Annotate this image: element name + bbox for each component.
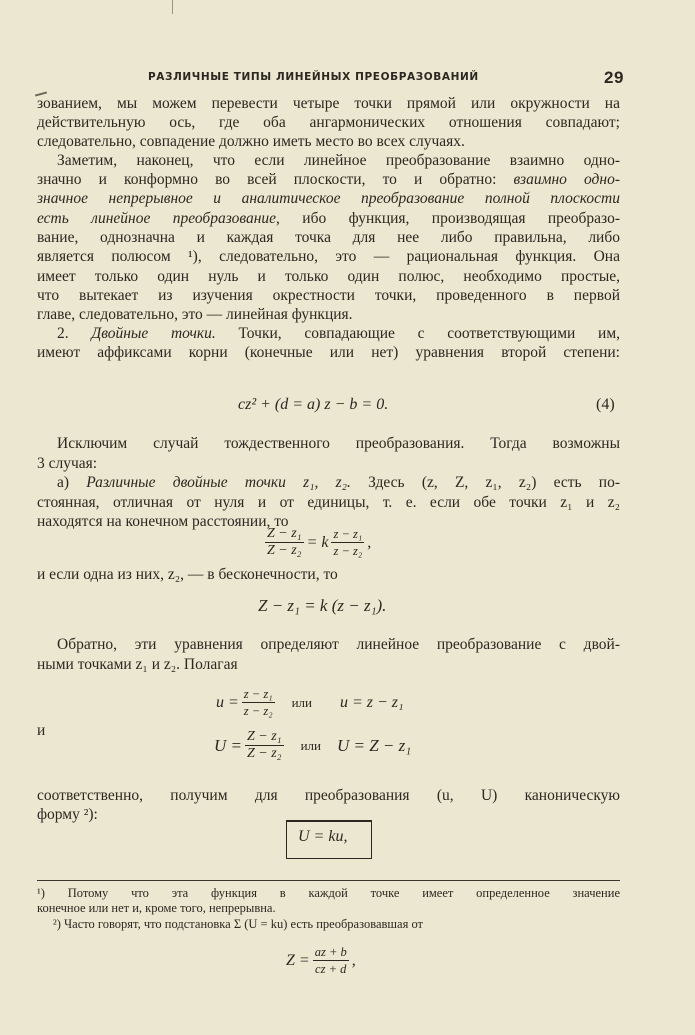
footnote-line: ¹) Потому что эта функция в каждой точке имеет определенное значение	[37, 886, 620, 900]
fraction	[242, 686, 275, 719]
text-segment: стоянная, отличная от нуля и от единицы, т. е. если обе точки z₁ и z₂	[37, 494, 620, 511]
equation-text: Z − z₁ = k (z − z₁).	[258, 596, 387, 615]
text-segment: форму ²):	[37, 806, 98, 823]
text-line	[57, 635, 620, 654]
canonical-form	[298, 828, 347, 846]
text-segment: вание, однозначна и каждая точка для нее либо правильна, либо	[37, 229, 620, 246]
text-segment: находятся на конечном расстоянии, то	[37, 513, 289, 530]
text-segment: имеет только один нуль и только один полюс, необходимо простые,	[37, 268, 620, 285]
numerator: z − z₁	[333, 527, 363, 541]
text-line	[37, 565, 620, 584]
italic-text: Двойные точки.	[91, 325, 216, 342]
equation-u	[216, 686, 404, 719]
numerator: z − z₁	[243, 687, 273, 701]
italic-text: значное непрерывное и аналитическое преобразование полной плоскости	[37, 190, 620, 207]
text-segment: Обратно, эти уравнения определяют линейное преобразование с двой-	[57, 636, 620, 653]
footnote-line: ²) Часто говорят, что подстановка Σ (U = ku) есть преобразовавшая от	[53, 917, 424, 931]
comma: ,	[367, 533, 372, 551]
fraction	[313, 944, 349, 977]
text-line	[37, 655, 620, 674]
text-segment: что вытекает из изучения окрестности точки, проведенного в первой	[37, 287, 620, 304]
text-segment: и если одна из них, z₂, — в бесконечности, то	[37, 566, 338, 583]
text-segment: Исключим случай тождественного преобразования. Тогда возможны	[57, 435, 620, 452]
text-segment: а)	[57, 474, 87, 491]
italic-text: Различные двойные точки z₁, z₂.	[86, 474, 351, 491]
text-line	[57, 434, 620, 453]
equation-cross-ratio	[262, 526, 371, 559]
scan-mark	[172, 0, 173, 14]
text-segment: 3 случая:	[37, 455, 98, 472]
text-segment: главе, следовательно, это — линейная функция.	[37, 306, 353, 323]
or-word: или	[300, 737, 321, 753]
text-line	[37, 267, 620, 286]
text-line	[37, 132, 620, 151]
text-segment: , ибо функция, производящая преобразо-	[276, 210, 620, 227]
text-line	[37, 286, 620, 305]
denominator: z − z₂	[333, 544, 363, 558]
running-title: РАЗЛИЧНЫЕ ТИПЫ ЛИНЕЙНЫХ ПРЕОБРАЗОВАНИЙ	[148, 71, 479, 83]
equation-text: U = ku,	[298, 828, 348, 845]
alt: U = Z − z₁	[336, 735, 412, 755]
text-segment: 2.	[57, 325, 92, 342]
fraction	[245, 729, 284, 762]
text-line	[37, 343, 620, 362]
text-segment: значно и конформно во всей плоскости, то и обратно:	[37, 171, 514, 188]
equation-number: (4)	[596, 396, 615, 413]
text-line	[37, 113, 620, 132]
text-line	[37, 786, 620, 805]
text-segment: зованием, мы можем перевести четыре точки прямой или окружности на	[37, 95, 620, 112]
text-segment: действительную ось, где оба ангармонических отношения совпадают;	[37, 114, 620, 131]
lhs: Z =	[286, 951, 310, 969]
text-segment: Точки, совпадающие с соответствующими им,	[215, 325, 620, 342]
page-number: 29	[604, 68, 625, 87]
equation-U	[214, 729, 411, 762]
text-line	[37, 305, 620, 324]
denominator: Z − z₂	[247, 746, 282, 761]
alt: u = z − z₁	[339, 693, 404, 711]
text-line	[57, 324, 620, 343]
text-segment: Заметим, наконец, что если линейное преобразование взаимно одно-	[57, 152, 620, 169]
text-line	[37, 209, 620, 228]
denominator: cz + d	[315, 962, 347, 976]
equation-mobius	[286, 944, 356, 977]
text-segment: и	[37, 722, 46, 739]
text-line	[37, 170, 620, 189]
lhs: U =	[214, 735, 242, 755]
text-line	[37, 247, 620, 266]
text-line	[37, 454, 620, 473]
text-line	[37, 189, 620, 208]
equation-text: cz² + (d = a) z − b = 0.	[238, 396, 389, 413]
italic-text: взаимно одно-	[513, 171, 620, 188]
fraction	[331, 526, 364, 559]
text-segment: ными точками z₁ и z₂. Полагая	[37, 656, 238, 673]
lhs: u =	[216, 693, 239, 711]
text-line	[37, 493, 620, 512]
numerator: Z − z₁	[267, 526, 302, 541]
text-line	[37, 228, 620, 247]
text-segment: имеют аффиксами корни (конечные или нет) уравнения второй степени:	[37, 344, 620, 361]
equation-infinite	[258, 596, 386, 616]
text-line	[57, 151, 620, 170]
numerator: az + b	[314, 945, 347, 959]
text-line	[57, 473, 620, 492]
numerator: Z − z₁	[247, 729, 282, 744]
text-segment: является полюсом ¹), следовательно, это — рациональная функция. Она	[37, 248, 620, 265]
comma: ,	[351, 951, 356, 969]
text-segment: следовательно, совпадение должно иметь место во всех случаях.	[37, 133, 465, 150]
fraction	[265, 526, 304, 559]
text-line	[37, 94, 620, 113]
footnote-rule	[37, 880, 620, 881]
text-segment: соответственно, получим для преобразования (u, U) каноническую	[37, 787, 620, 804]
or-word: или	[291, 694, 312, 710]
equation-4	[238, 396, 388, 414]
footnote-line: конечное или нет и, кроме того, непрерывна.	[37, 901, 276, 915]
denominator: Z − z₂	[267, 543, 302, 558]
equals-k: = k	[306, 533, 329, 551]
text-segment: Здесь (z, Z, z₁, z₂) есть по-	[350, 474, 620, 491]
italic-text: есть линейное преобразование	[37, 210, 277, 227]
denominator: z − z₂	[243, 704, 273, 718]
